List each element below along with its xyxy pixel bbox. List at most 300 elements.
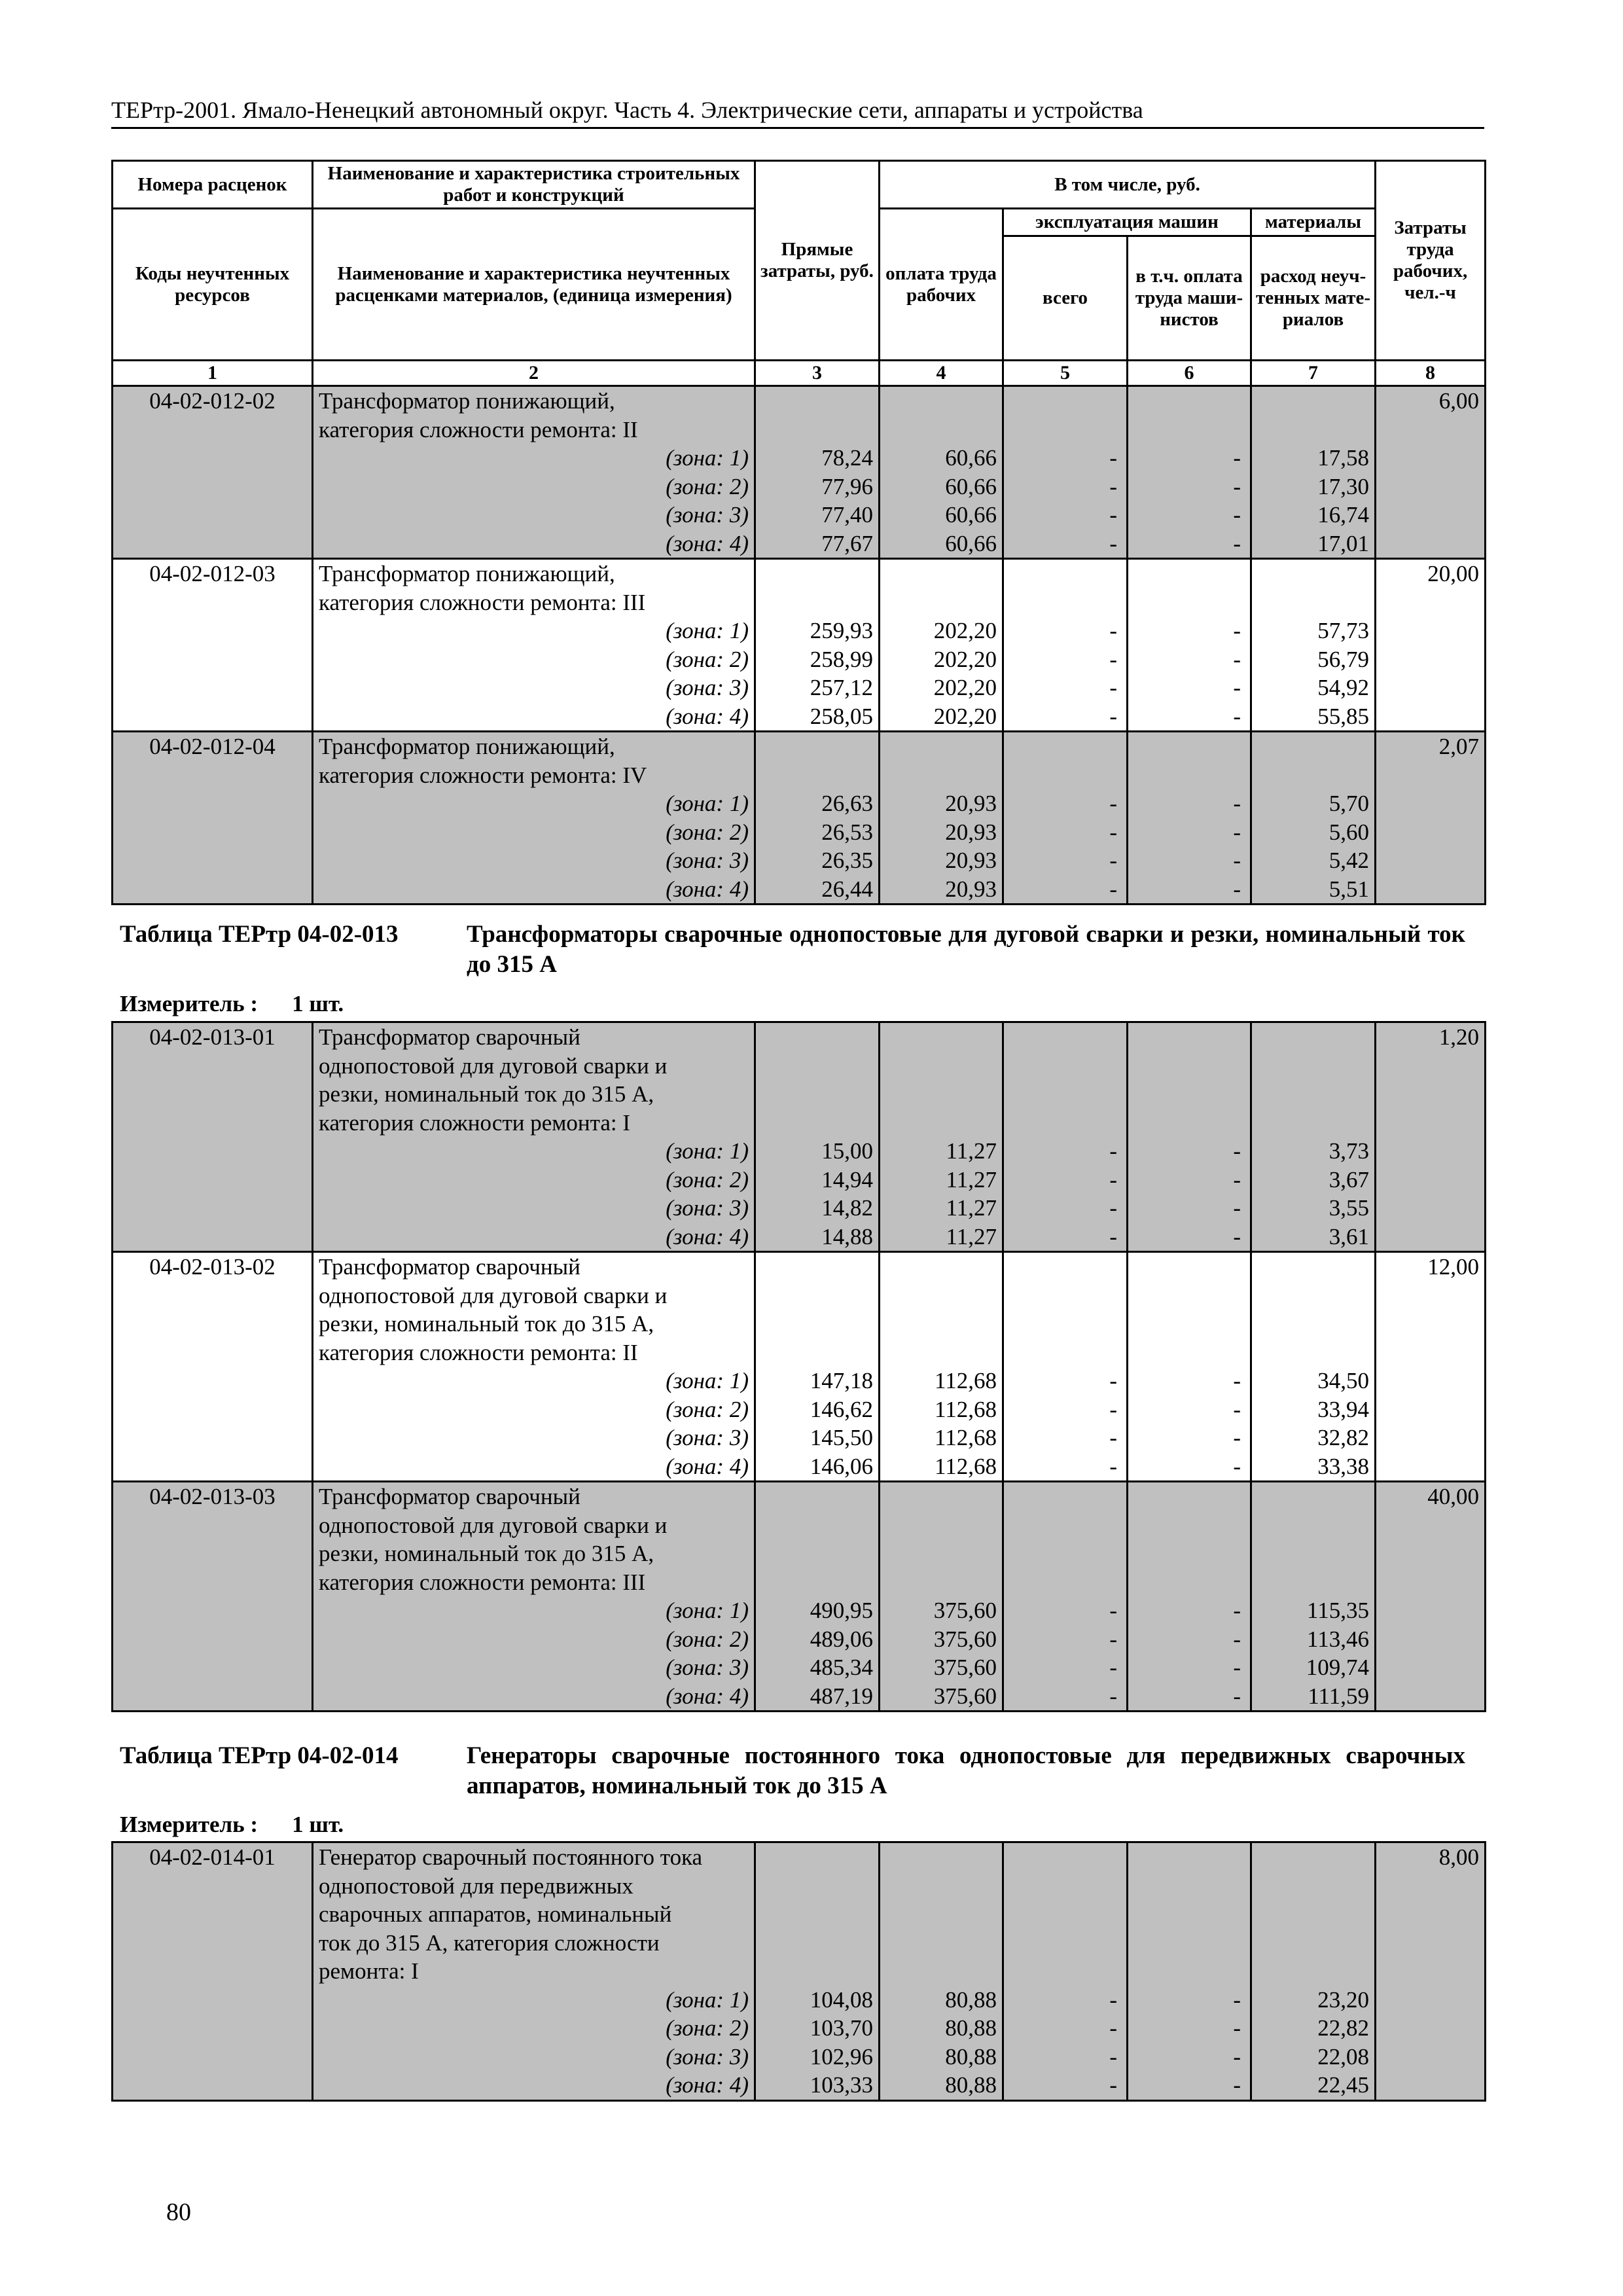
header-including: В том числе, руб.	[880, 161, 1376, 209]
materials-value: 57,73	[1317, 618, 1370, 643]
column-numbers-row	[113, 361, 1486, 386]
direct-costs-value: 145,50	[810, 1425, 873, 1450]
table-title: Трансформаторы сварочные однопостовые для дуговой сварки и резки, номинальный ток до 315 А	[467, 921, 1465, 978]
dash-value: -	[1233, 2072, 1241, 2098]
direct-costs-value: 258,99	[810, 646, 873, 672]
zone-label: (зона: 2)	[666, 1626, 749, 1652]
dash-value: -	[1233, 1655, 1241, 1680]
rate-name-line: Трансформатор сварочный	[319, 1484, 580, 1509]
direct-costs-value: 102,96	[810, 2043, 873, 2070]
dash-value: -	[1233, 1683, 1241, 1709]
wages	[880, 732, 1003, 905]
dash-value: -	[1233, 1626, 1241, 1652]
rate-code-text: 04-02-013-01	[149, 1024, 276, 1050]
rate-name	[313, 1842, 755, 2101]
rate-name-line: Трансформатор понижающий,	[319, 561, 615, 586]
rate-name-line: однопостовой для дуговой сварки и	[319, 1282, 668, 1308]
labor-costs	[1376, 1022, 1486, 1252]
rate-name-line: однопостовой для дуговой сварки и	[319, 1052, 668, 1079]
rate-code-text: 04-02-013-02	[149, 1254, 276, 1280]
dash-value: -	[1233, 791, 1241, 816]
materials	[1251, 1252, 1376, 1482]
dash-value: -	[1233, 876, 1241, 902]
rate-name-line: категория сложности ремонта: IV	[319, 762, 647, 788]
dash-value: -	[1233, 502, 1241, 528]
rate-name-line: резки, номинальный ток до 315 А,	[319, 1541, 654, 1566]
labor-costs	[1376, 1482, 1486, 1712]
rate-code	[113, 559, 313, 732]
materials-value: 111,59	[1308, 1683, 1369, 1709]
direct-costs-value: 490,95	[810, 1598, 873, 1623]
rates-table-04-02-013	[111, 1021, 1486, 1712]
direct-costs	[755, 1842, 880, 2101]
dash-value: -	[1109, 1655, 1117, 1680]
zone-label: (зона: 2)	[666, 1396, 749, 1422]
rate-name	[313, 1252, 755, 1482]
zone-label: (зона: 4)	[666, 1683, 749, 1709]
wages-value: 11,27	[946, 1138, 997, 1164]
materials-value: 3,55	[1329, 1195, 1369, 1221]
rate-name-line: категория сложности ремонта: I	[319, 1109, 631, 1136]
wages-value: 202,20	[933, 618, 997, 643]
zone-label: (зона: 1)	[666, 445, 749, 471]
rate-row	[113, 1252, 1486, 1482]
machines-total	[1003, 386, 1128, 559]
header-materials: материалы	[1251, 209, 1376, 236]
zone-label: (зона: 2)	[666, 819, 749, 845]
wages-value: 60,66	[945, 502, 997, 528]
direct-costs-value: 103,70	[810, 2015, 873, 2041]
direct-costs-value: 26,44	[821, 876, 873, 902]
zone-label: (зона: 2)	[666, 473, 749, 499]
zone-label: (зона: 2)	[666, 2015, 749, 2041]
rate-row	[113, 1482, 1486, 1712]
direct-costs-value: 14,82	[821, 1195, 873, 1221]
column-number: 3	[755, 361, 880, 386]
dash-value: -	[1109, 1396, 1117, 1422]
direct-costs-value: 104,08	[810, 1986, 873, 2013]
dash-value: -	[1109, 675, 1117, 700]
zone-label: (зона: 1)	[666, 791, 749, 816]
rate-row	[113, 386, 1486, 559]
dash-value: -	[1233, 2015, 1241, 2041]
page-number: 80	[166, 2198, 191, 2226]
header-labor-costs: Затраты труда рабочих, чел.-ч	[1376, 161, 1486, 361]
dash-value: -	[1233, 848, 1241, 873]
direct-costs	[755, 559, 880, 732]
rate-name-line: резки, номинальный ток до 315 А,	[319, 1081, 654, 1107]
materials-value: 22,82	[1317, 2015, 1369, 2041]
dash-value: -	[1109, 530, 1117, 556]
measure-line	[120, 1810, 344, 1839]
wages-value: 11,27	[946, 1223, 997, 1249]
dash-value: -	[1109, 876, 1117, 902]
zone-label: (зона: 4)	[666, 1453, 749, 1479]
wages-value: 112,68	[935, 1396, 997, 1422]
zone-label: (зона: 3)	[666, 1655, 749, 1680]
machines-total	[1003, 1482, 1128, 1712]
dash-value: -	[1109, 473, 1117, 499]
wages-value: 20,93	[945, 819, 997, 845]
wages-value: 375,60	[933, 1683, 997, 1709]
rate-name-line: резки, номинальный ток до 315 А,	[319, 1311, 654, 1336]
direct-costs-value: 259,93	[810, 618, 873, 643]
zone-label: (зона: 4)	[666, 703, 749, 729]
table-caption-04-02-013	[120, 920, 1481, 980]
materials-value: 5,60	[1329, 819, 1370, 845]
measure-value: 1 шт.	[292, 991, 344, 1016]
rate-name-line: Трансформатор сварочный	[319, 1024, 580, 1050]
dash-value: -	[1233, 1598, 1241, 1623]
dash-value: -	[1233, 1368, 1241, 1393]
zone-label: (зона: 1)	[666, 618, 749, 643]
table-id: Таблица ТЕРтр 04-02-013	[120, 921, 399, 948]
machines-total	[1003, 1252, 1128, 1482]
rate-name-line: категория сложности ремонта: III	[319, 589, 646, 615]
measure-line	[120, 990, 344, 1018]
rate-name-line: Трансформатор понижающий,	[319, 388, 615, 414]
column-number: 4	[880, 361, 1003, 386]
dash-value: -	[1109, 1683, 1117, 1709]
zone-label: (зона: 1)	[666, 1368, 749, 1393]
rates-table-04-02-012	[111, 160, 1486, 905]
direct-costs-value: 487,19	[810, 1683, 873, 1709]
zone-label: (зона: 4)	[666, 1223, 749, 1249]
labor-costs	[1376, 732, 1486, 905]
dash-value: -	[1233, 473, 1241, 499]
direct-costs-value: 78,24	[821, 445, 873, 471]
dash-value: -	[1109, 2043, 1117, 2070]
rate-code	[113, 1482, 313, 1712]
materials-value: 54,92	[1317, 675, 1370, 700]
dash-value: -	[1109, 1626, 1117, 1652]
rate-name-line: Трансформатор понижающий,	[319, 734, 615, 759]
zone-label: (зона: 1)	[666, 1986, 749, 2013]
labor-costs	[1376, 559, 1486, 732]
materials-value: 5,70	[1329, 791, 1370, 816]
labor-costs	[1376, 1842, 1486, 2101]
wages	[880, 559, 1003, 732]
materials-value: 23,20	[1317, 1986, 1369, 2013]
direct-costs-value: 146,62	[810, 1396, 873, 1422]
materials	[1251, 559, 1376, 732]
rate-code	[113, 1252, 313, 1482]
column-number: 5	[1003, 361, 1128, 386]
machines-total	[1003, 1022, 1128, 1252]
rate-name-line: ремонта: I	[319, 1958, 419, 1984]
machinist-wages	[1128, 559, 1251, 732]
materials-value: 55,85	[1317, 703, 1370, 729]
dash-value: -	[1233, 1425, 1241, 1450]
machines-total	[1003, 1842, 1128, 2101]
header-wages: оплата труда рабочих	[880, 209, 1003, 361]
column-number: 2	[313, 361, 755, 386]
dash-value: -	[1233, 1166, 1241, 1193]
header-machines: эксплуатация машин	[1003, 209, 1251, 236]
rate-name-line: ток до 315 А, категория сложности	[319, 1929, 660, 1956]
column-number: 7	[1251, 361, 1376, 386]
wages-value: 60,66	[945, 530, 997, 556]
rate-name	[313, 732, 755, 905]
materials-value: 17,30	[1317, 473, 1370, 499]
labor-costs-value: 8,00	[1438, 1844, 1479, 1870]
dash-value: -	[1109, 1166, 1117, 1193]
dash-value: -	[1233, 2043, 1241, 2070]
dash-value: -	[1233, 618, 1241, 643]
machines-total	[1003, 559, 1128, 732]
rate-row	[113, 1842, 1486, 2101]
page-header: ТЕРтр-2001. Ямало-Ненецкий автономный округ. Часть 4. Электрические сети, аппараты и устройства	[111, 96, 1484, 129]
direct-costs-value: 77,67	[821, 530, 873, 556]
direct-costs-value: 14,88	[821, 1223, 873, 1249]
materials	[1251, 1842, 1376, 2101]
wages-value: 80,88	[945, 2043, 997, 2070]
rate-name-line: категория сложности ремонта: II	[319, 1339, 638, 1365]
zone-label: (зона: 3)	[666, 502, 749, 528]
rate-code-text: 04-02-012-03	[149, 561, 276, 586]
zone-label: (зона: 4)	[666, 530, 749, 556]
labor-costs-value: 12,00	[1427, 1254, 1479, 1280]
dash-value: -	[1109, 1425, 1117, 1450]
rate-row	[113, 1022, 1486, 1252]
dash-value: -	[1233, 703, 1241, 729]
rate-name	[313, 1482, 755, 1712]
header-material-name: Наименование и характеристика неучтенных расценками материалов, (единица измерения)	[313, 209, 755, 361]
zone-label: (зона: 3)	[666, 1425, 749, 1450]
header-direct-costs: Прямые затраты, руб.	[755, 161, 880, 361]
materials-value: 22,45	[1317, 2072, 1369, 2098]
wages-value: 202,20	[933, 703, 997, 729]
column-number: 6	[1128, 361, 1251, 386]
dash-value: -	[1109, 445, 1117, 471]
direct-costs	[755, 1482, 880, 1712]
rate-name-line: категория сложности ремонта: II	[319, 416, 638, 442]
dash-value: -	[1109, 703, 1117, 729]
rate-code-text: 04-02-012-04	[149, 734, 276, 759]
direct-costs-value: 489,06	[810, 1626, 873, 1652]
materials-value: 3,67	[1329, 1166, 1369, 1193]
rate-code	[113, 1022, 313, 1252]
wages-value: 11,27	[946, 1195, 997, 1221]
wages-value: 11,27	[946, 1166, 997, 1193]
rate-name	[313, 1022, 755, 1252]
materials-value: 17,58	[1317, 445, 1370, 471]
rate-name-line: однопостовой для дуговой сварки и	[319, 1512, 668, 1538]
materials-value: 109,74	[1306, 1655, 1369, 1680]
materials-value: 113,46	[1307, 1626, 1369, 1652]
wages-value: 375,60	[933, 1598, 997, 1623]
zone-label: (зона: 3)	[666, 675, 749, 700]
direct-costs-value: 103,33	[810, 2072, 873, 2098]
materials-value: 34,50	[1317, 1368, 1369, 1393]
wages-value: 202,20	[933, 675, 997, 700]
wages-value: 20,93	[945, 791, 997, 816]
wages-value: 20,93	[945, 848, 997, 873]
dash-value: -	[1109, 791, 1117, 816]
rate-code	[113, 1842, 313, 2101]
direct-costs-value: 77,96	[821, 473, 873, 499]
dash-value: -	[1109, 502, 1117, 528]
materials-value: 3,73	[1329, 1138, 1369, 1164]
wages	[880, 1252, 1003, 1482]
wages-value: 202,20	[933, 646, 997, 672]
dash-value: -	[1233, 445, 1241, 471]
dash-value: -	[1233, 646, 1241, 672]
direct-costs-value: 257,12	[810, 675, 873, 700]
direct-costs-value: 15,00	[821, 1138, 873, 1164]
header-machinist-wages: в т.ч. оплата труда маши-нистов	[1128, 236, 1251, 361]
dash-value: -	[1233, 530, 1241, 556]
zone-label: (зона: 3)	[666, 2043, 749, 2070]
wages-value: 112,68	[935, 1425, 997, 1450]
wages-value: 112,68	[935, 1368, 997, 1393]
rate-row	[113, 732, 1486, 905]
machinist-wages	[1128, 1022, 1251, 1252]
wages	[880, 1482, 1003, 1712]
wages-value: 60,66	[945, 473, 997, 499]
labor-costs-value: 6,00	[1438, 388, 1480, 414]
wages	[880, 1022, 1003, 1252]
dash-value: -	[1109, 1453, 1117, 1479]
table-title: Генераторы сварочные постоянного тока однопостовые для передвижных сварочных аппаратов, номинальный ток до 315 А	[467, 1742, 1465, 1799]
dash-value: -	[1109, 646, 1117, 672]
rate-code	[113, 732, 313, 905]
measure-value: 1 шт.	[292, 1812, 344, 1837]
dash-value: -	[1109, 1986, 1117, 2013]
wages	[880, 386, 1003, 559]
rate-name-line: категория сложности ремонта: III	[319, 1569, 646, 1595]
zone-label: (зона: 4)	[666, 2072, 749, 2098]
zone-label: (зона: 1)	[666, 1138, 749, 1164]
wages-value: 80,88	[945, 2015, 997, 2041]
materials-value: 33,94	[1317, 1396, 1369, 1422]
dash-value: -	[1109, 1223, 1117, 1249]
wages-value: 375,60	[933, 1655, 997, 1680]
direct-costs	[755, 732, 880, 905]
column-number: 8	[1376, 361, 1486, 386]
direct-costs	[755, 386, 880, 559]
zone-label: (зона: 3)	[666, 1195, 749, 1221]
direct-costs-value: 146,06	[810, 1453, 873, 1479]
labor-costs-value: 20,00	[1427, 561, 1480, 586]
dash-value: -	[1109, 2015, 1117, 2041]
column-number: 1	[113, 361, 313, 386]
table-id: Таблица ТЕРтр 04-02-014	[120, 1742, 399, 1769]
wages-value: 112,68	[935, 1453, 997, 1479]
dash-value: -	[1233, 1223, 1241, 1249]
wages-value: 20,93	[945, 876, 997, 902]
wages-value: 60,66	[945, 445, 997, 471]
rate-code-text: 04-02-013-03	[149, 1484, 276, 1509]
materials	[1251, 1022, 1376, 1252]
machinist-wages	[1128, 1482, 1251, 1712]
materials-value: 5,42	[1329, 848, 1370, 873]
header-rate-numbers: Номера расценок	[113, 161, 313, 209]
rate-name-line: однопостовой для передвижных	[319, 1873, 633, 1899]
wages-value: 80,88	[945, 1986, 997, 2013]
rate-row	[113, 559, 1486, 732]
rate-code-text: 04-02-014-01	[149, 1844, 276, 1870]
materials-value: 33,38	[1317, 1453, 1369, 1479]
rate-code	[113, 386, 313, 559]
header-unaccounted-materials: расход неуч-тенных мате-риалов	[1251, 236, 1376, 361]
dash-value: -	[1109, 1138, 1117, 1164]
labor-costs	[1376, 1252, 1486, 1482]
direct-costs-value: 77,40	[821, 502, 873, 528]
rate-name	[313, 559, 755, 732]
labor-costs-value: 2,07	[1438, 734, 1480, 759]
direct-costs	[755, 1252, 880, 1482]
dash-value: -	[1233, 1138, 1241, 1164]
dash-value: -	[1109, 1598, 1117, 1623]
dash-value: -	[1233, 819, 1241, 845]
rate-name-line: Генератор сварочный постоянного тока	[319, 1844, 703, 1870]
rate-code-text: 04-02-012-02	[149, 388, 276, 414]
wages-value: 375,60	[933, 1626, 997, 1652]
labor-costs-value: 40,00	[1427, 1484, 1479, 1509]
materials-value: 22,08	[1317, 2043, 1369, 2070]
materials	[1251, 1482, 1376, 1712]
dash-value: -	[1109, 2072, 1117, 2098]
zone-label: (зона: 1)	[666, 1598, 749, 1623]
dash-value: -	[1233, 675, 1241, 700]
machines-total	[1003, 732, 1128, 905]
materials	[1251, 732, 1376, 905]
zone-label: (зона: 4)	[666, 876, 749, 902]
machinist-wages	[1128, 1842, 1251, 2101]
materials-value: 32,82	[1317, 1425, 1369, 1450]
materials-value: 3,61	[1329, 1223, 1369, 1249]
labor-costs-value: 1,20	[1438, 1024, 1479, 1050]
dash-value: -	[1109, 819, 1117, 845]
rates-table-04-02-014	[111, 1841, 1486, 2102]
materials-value: 16,74	[1317, 502, 1370, 528]
header-work-name: Наименование и характеристика строительных работ и конструкций	[313, 161, 755, 209]
materials-value: 115,35	[1307, 1598, 1369, 1623]
zone-label: (зона: 2)	[666, 1166, 749, 1193]
wages-value: 80,88	[945, 2072, 997, 2098]
materials	[1251, 386, 1376, 559]
zone-label: (зона: 3)	[666, 848, 749, 873]
dash-value: -	[1233, 1195, 1241, 1221]
direct-costs-value: 485,34	[810, 1655, 873, 1680]
dash-value: -	[1109, 1368, 1117, 1393]
direct-costs-value: 258,05	[810, 703, 873, 729]
table-caption-04-02-014	[120, 1741, 1481, 1801]
dash-value: -	[1233, 1396, 1241, 1422]
machinist-wages	[1128, 386, 1251, 559]
zone-label: (зона: 2)	[666, 646, 749, 672]
direct-costs-value: 14,94	[821, 1166, 873, 1193]
direct-costs-value: 26,35	[821, 848, 873, 873]
materials-value: 17,01	[1317, 530, 1370, 556]
rate-name-line: сварочных аппаратов, номинальный	[319, 1901, 672, 1927]
direct-costs-value: 26,63	[821, 791, 873, 816]
materials-value: 56,79	[1317, 646, 1370, 672]
wages	[880, 1842, 1003, 2101]
labor-costs	[1376, 386, 1486, 559]
header-resource-codes: Коды неучтенных ресурсов	[113, 209, 313, 361]
direct-costs-value: 147,18	[810, 1368, 873, 1393]
dash-value: -	[1109, 1195, 1117, 1221]
materials-value: 5,51	[1329, 876, 1370, 902]
dash-value: -	[1233, 1986, 1241, 2013]
direct-costs	[755, 1022, 880, 1252]
header-machines-total: всего	[1003, 236, 1128, 361]
dash-value: -	[1233, 1453, 1241, 1479]
rate-name	[313, 386, 755, 559]
machinist-wages	[1128, 732, 1251, 905]
